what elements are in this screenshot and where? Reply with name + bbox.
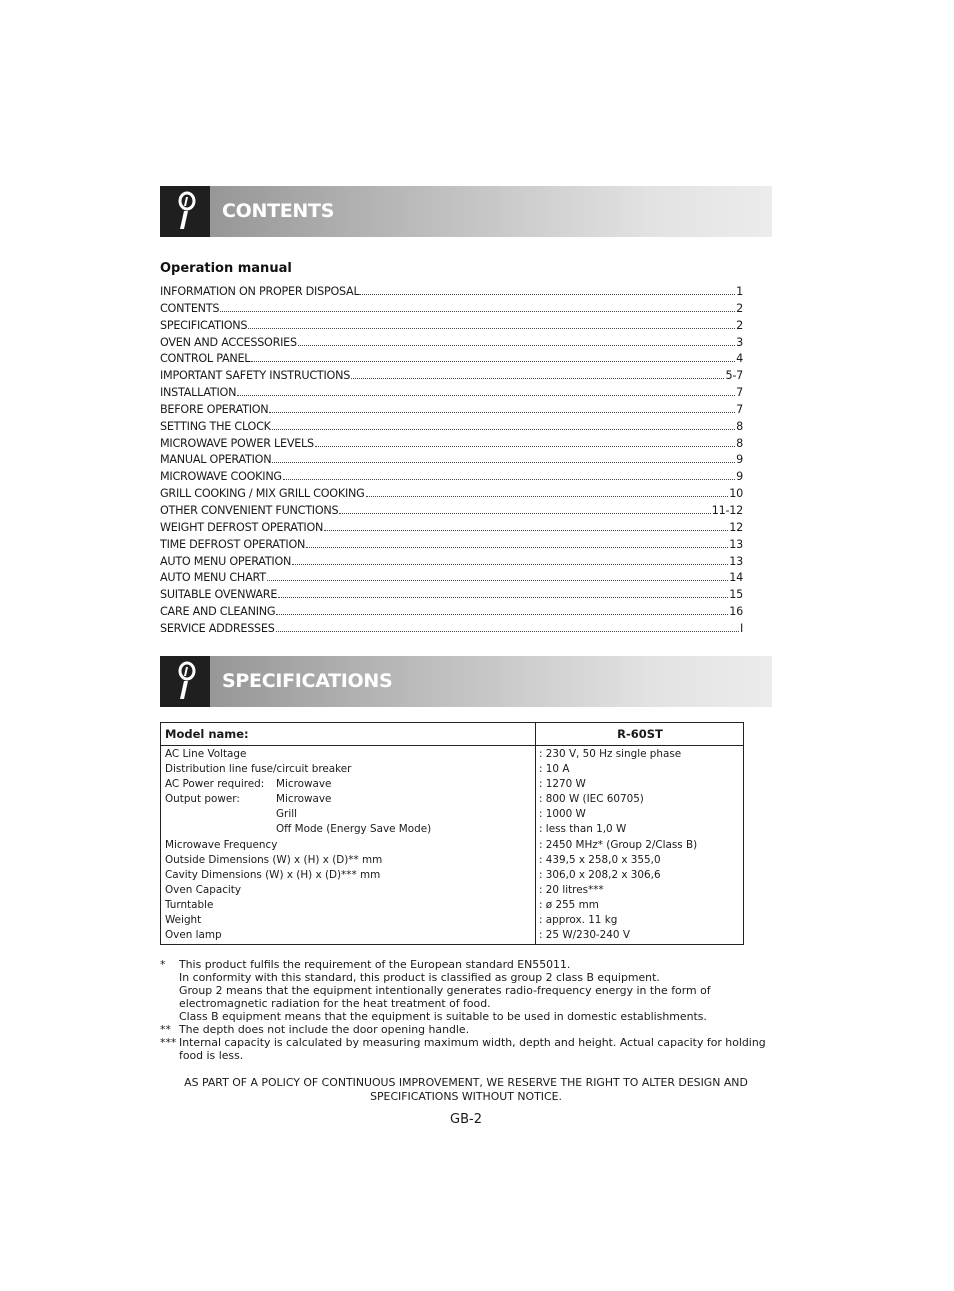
specifications-banner [160, 656, 772, 707]
toc-entry [160, 588, 743, 605]
toc-entry [160, 605, 743, 622]
toc-entry [160, 302, 743, 319]
spec-row [161, 747, 743, 762]
spec-value: : 439,5 x 258,0 x 355,0 [539, 853, 661, 866]
toc-page: 2 [736, 318, 743, 332]
specifications-table [160, 722, 744, 945]
policy-notice: AS PART OF A POLICY OF CONTINUOUS IMPROVEMENT, WE RESERVE THE RIGHT TO ALTER DESIGN AND SPECIFICATIONS WITHOUT NOTICE. [184, 1076, 748, 1103]
toc-leader [292, 564, 728, 565]
toc-leader [237, 395, 735, 396]
toc-entry [160, 571, 743, 588]
footnote-line: In conformity with this standard, this product is classified as group 2 class B equipment. [179, 971, 660, 984]
footnote-line: Class B equipment means that the equipment is suitable to be used in domestic establishments. [179, 1010, 707, 1023]
spec-label: Weight [165, 914, 202, 927]
model-name-label: Model name: [165, 727, 249, 741]
toc-title: AUTO MENU CHART [160, 571, 266, 585]
toc-entry [160, 487, 743, 504]
spec-label: AC Line Voltage [165, 748, 247, 760]
spec-label: Microwave Frequency [165, 838, 278, 851]
spec-value: : 1270 W [539, 778, 586, 791]
toc-entry [160, 386, 743, 403]
toc-title: AUTO MENU OPERATION [160, 554, 292, 568]
toc-leader [339, 513, 710, 514]
toc-page: 9 [736, 453, 743, 467]
toc-entry [160, 521, 743, 538]
spec-row [161, 868, 743, 883]
toc-page: 2 [736, 301, 743, 315]
spec-label: Oven Capacity [165, 883, 242, 896]
toc-title: INSTALLATION [160, 386, 237, 400]
toc-title: MICROWAVE POWER LEVELS [160, 436, 314, 450]
toc-leader [276, 614, 728, 615]
spec-row [161, 913, 743, 928]
toc-leader [351, 378, 724, 379]
spec-row [161, 853, 743, 868]
contents-banner [160, 186, 772, 237]
toc-entry [160, 336, 743, 353]
toc-title: CARE AND CLEANING [160, 605, 276, 619]
toc-title: CONTENTS [160, 301, 220, 315]
spec-value: : 20 litres*** [539, 883, 604, 896]
footnote [160, 1023, 774, 1036]
toc-page: 9 [736, 470, 743, 484]
toc-title: GRILL COOKING / MIX GRILL COOKING [160, 487, 365, 501]
footnote-marker: *** [160, 1036, 177, 1049]
toc-leader [298, 345, 735, 346]
toc-leader [267, 580, 728, 581]
toc-entry [160, 437, 743, 454]
toc-page: 13 [729, 537, 743, 551]
spec-label: Distribution line fuse/circuit breaker [165, 763, 352, 776]
spec-label: Output power: [165, 793, 240, 806]
spec-value: : approx. 11 kg [539, 914, 618, 927]
spec-value: : 230 V, 50 Hz single phase [539, 748, 682, 760]
toc-entry [160, 319, 743, 336]
toc-entry [160, 453, 743, 470]
toc-entry [160, 470, 743, 487]
toc-leader [272, 429, 735, 430]
toc-page: I [739, 621, 743, 635]
toc-page: 8 [736, 436, 743, 450]
info-icon [160, 186, 210, 237]
toc-title: SETTING THE CLOCK [160, 419, 271, 433]
footnote-line: This product fulfils the requirement of the European standard EN55011. [179, 958, 571, 971]
toc-page: 14 [729, 571, 743, 585]
info-icon [160, 656, 210, 707]
toc-entry [160, 504, 743, 521]
toc-title: TIME DEFROST OPERATION [160, 537, 306, 551]
toc-title: OTHER CONVENIENT FUNCTIONS [160, 503, 339, 517]
footnote [160, 958, 774, 1023]
toc-title: IMPORTANT SAFETY INSTRUCTIONS [160, 369, 351, 383]
footnote [160, 1036, 774, 1062]
toc-title: SERVICE ADDRESSES [160, 621, 275, 635]
toc-leader [278, 597, 728, 598]
spec-label: Outside Dimensions (W) x (H) x (D)** mm [165, 853, 383, 866]
toc-page: 16 [729, 605, 743, 619]
toc-entry [160, 285, 743, 302]
toc-title: SUITABLE OVENWARE [160, 588, 278, 602]
toc-page: 1 [736, 285, 743, 298]
toc-page: 3 [736, 335, 743, 349]
toc-title: OVEN AND ACCESSORIES [160, 335, 297, 349]
spec-value: : less than 1,0 W [539, 823, 627, 836]
toc-leader [366, 496, 729, 497]
spec-label: Oven lamp [165, 929, 222, 942]
toc-entry [160, 538, 743, 555]
spec-row [161, 762, 743, 777]
toc-page: 11-12 [711, 503, 743, 517]
toc-leader [248, 328, 735, 329]
spec-row [161, 898, 743, 913]
toc-leader [306, 547, 728, 548]
spec-value: : 1000 W [539, 808, 586, 821]
toc-leader [283, 479, 735, 480]
toc-page: 7 [736, 402, 743, 416]
toc-leader [324, 530, 728, 531]
contents-heading: CONTENTS [222, 200, 335, 222]
spec-row [161, 792, 743, 807]
spec-value: : 306,0 x 208,2 x 306,6 [539, 868, 661, 881]
spec-row [161, 777, 743, 792]
spec-row [161, 838, 743, 853]
spec-value: : 800 W (IEC 60705) [539, 793, 644, 806]
spec-row [161, 883, 743, 898]
toc-entry [160, 352, 743, 369]
toc-entry [160, 420, 743, 437]
spec-label: Cavity Dimensions (W) x (H) x (D)*** mm [165, 868, 381, 881]
spec-label: AC Power required: [165, 778, 265, 791]
toc-leader [360, 294, 735, 295]
footnote-line: The depth does not include the door opening handle. [179, 1023, 470, 1036]
toc-leader [272, 462, 735, 463]
toc-title: INFORMATION ON PROPER DISPOSAL [160, 285, 360, 298]
spec-row [161, 807, 743, 822]
spec-sublabel: Off Mode (Energy Save Mode) [276, 823, 432, 836]
toc-page: 15 [729, 588, 743, 602]
spec-sublabel: Grill [276, 808, 297, 821]
footnote-marker: * [160, 958, 166, 971]
spec-sublabel: Microwave [276, 793, 332, 806]
toc-leader [251, 361, 735, 362]
spec-rows [161, 747, 743, 943]
table-of-contents [160, 285, 743, 639]
toc-title: CONTROL PANEL [160, 352, 251, 366]
spec-value: : ø 255 mm [539, 898, 599, 911]
toc-title: SPECIFICATIONS [160, 318, 248, 332]
toc-leader [276, 631, 739, 632]
toc-page: 8 [736, 419, 743, 433]
spec-row [161, 928, 743, 943]
table-header [161, 723, 743, 746]
footnotes [160, 958, 774, 1062]
toc-entry [160, 403, 743, 420]
toc-title: MANUAL OPERATION [160, 453, 272, 467]
toc-entry [160, 369, 743, 386]
page-number: GB-2 [450, 1112, 482, 1127]
spec-value: : 2450 MHz* (Group 2/Class B) [539, 838, 698, 851]
toc-leader [269, 412, 735, 413]
toc-page: 10 [729, 487, 743, 501]
toc-title: BEFORE OPERATION [160, 402, 269, 416]
spec-value: : 25 W/230-240 V [539, 929, 630, 942]
specifications-heading: SPECIFICATIONS [222, 670, 393, 692]
toc-page: 13 [729, 554, 743, 568]
toc-leader [315, 446, 735, 447]
toc-entry [160, 555, 743, 572]
toc-title: MICROWAVE COOKING [160, 470, 282, 484]
toc-page: 5-7 [725, 369, 743, 383]
footnote-line: Internal capacity is calculated by measuring maximum width, depth and height. Actual capacity for holding food is less. [179, 1036, 766, 1062]
spec-label: Turntable [165, 898, 214, 911]
toc-title: WEIGHT DEFROST OPERATION [160, 520, 324, 534]
spec-row [161, 822, 743, 837]
spec-sublabel: Microwave [276, 778, 332, 791]
operation-manual-label: Operation manual [160, 261, 292, 276]
toc-page: 4 [736, 352, 743, 366]
footnote-line: Group 2 means that the equipment intentionally generates radio-frequency energy in the form of electromagnetic radiation for the heat treatment of food. [179, 984, 711, 1010]
toc-page: 12 [729, 520, 743, 534]
spec-value: : 10 A [539, 763, 570, 776]
toc-entry [160, 622, 743, 639]
footnote-marker: ** [160, 1023, 171, 1036]
model-value: R-60ST [617, 727, 663, 741]
toc-leader [220, 311, 735, 312]
toc-page: 7 [736, 386, 743, 400]
